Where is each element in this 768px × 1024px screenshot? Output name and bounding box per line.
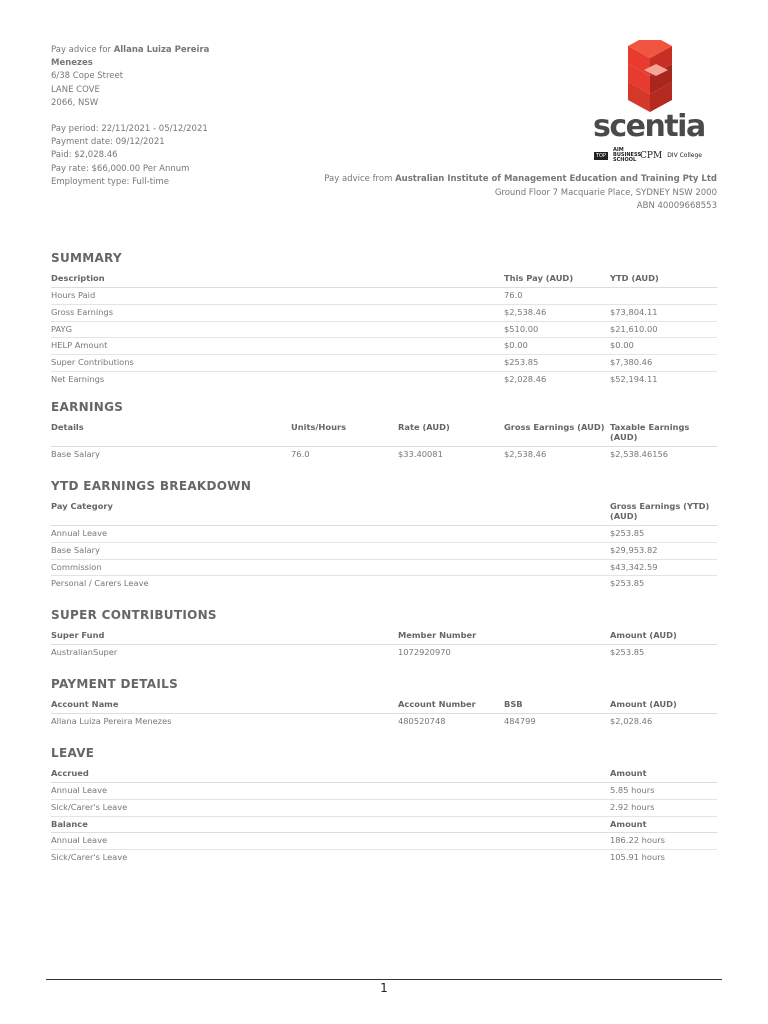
table-row bbox=[51, 833, 717, 850]
employer-name: Australian Institute of Management Education and Training Pty Ltd bbox=[395, 174, 717, 184]
cell: Hours Paid bbox=[51, 288, 504, 305]
payment-header-amount: Amount (AUD) bbox=[610, 699, 717, 714]
cell: Annual Leave bbox=[51, 783, 610, 800]
pay-rate: Pay rate: $66,000.00 Per Annum bbox=[51, 163, 190, 174]
table-row bbox=[51, 559, 717, 576]
table-row bbox=[51, 714, 717, 730]
employee-address-line1: 6/38 Cope Street bbox=[51, 71, 124, 82]
summary-header-this-pay: This Pay (AUD) bbox=[504, 273, 610, 288]
summary-header-ytd: YTD (AUD) bbox=[610, 273, 717, 288]
employer-advice-line bbox=[324, 173, 717, 187]
employee-address-line2: LANE COVE bbox=[51, 84, 100, 95]
leave-header-accrued-amount: Amount bbox=[610, 768, 717, 783]
leave-header-balance-amount: Amount bbox=[610, 816, 717, 833]
summary-header-description: Description bbox=[51, 273, 504, 288]
table-row bbox=[51, 288, 717, 305]
cell: $2,538.46 bbox=[504, 304, 610, 321]
earnings-table bbox=[51, 422, 717, 463]
payment-header-account-name: Account Name bbox=[51, 699, 398, 714]
super-header-member: Member Number bbox=[398, 630, 610, 645]
advice-from-label: Pay advice from bbox=[324, 174, 396, 184]
payment-table bbox=[51, 699, 717, 730]
employer-abn: ABN 40009668553 bbox=[636, 201, 717, 211]
cell: Personal / Carers Leave bbox=[51, 578, 149, 589]
cell: 480520748 bbox=[398, 716, 446, 726]
advice-for-label: Pay advice for bbox=[51, 45, 114, 55]
cell: $33.40081 bbox=[398, 449, 443, 459]
cell: $2,538.46 bbox=[504, 449, 547, 459]
cell: Base Salary bbox=[51, 449, 100, 459]
ytd-section bbox=[51, 479, 717, 592]
super-header-amount: Amount (AUD) bbox=[610, 630, 717, 645]
table-row bbox=[51, 576, 717, 592]
leave-balance-header-row bbox=[51, 816, 717, 833]
leave-header-balance: Balance bbox=[51, 816, 610, 833]
cell: 2.92 hours bbox=[610, 799, 717, 816]
payment-header-account-number: Account Number bbox=[398, 699, 504, 714]
table-row bbox=[51, 542, 717, 559]
leave-section bbox=[51, 746, 717, 866]
table-row bbox=[51, 645, 717, 661]
employee-details bbox=[51, 44, 241, 189]
employment-type: Employment type: Full-time bbox=[51, 176, 169, 187]
cell: $253.85 bbox=[610, 526, 717, 543]
cell: Commission bbox=[51, 559, 610, 576]
pay-period: Pay period: 22/11/2021 - 05/12/2021 bbox=[51, 124, 208, 135]
summary-title: SUMMARY bbox=[51, 251, 122, 265]
cell: Super Contributions bbox=[51, 355, 504, 372]
earnings-header-gross: Gross Earnings (AUD) bbox=[504, 422, 610, 447]
summary-section bbox=[51, 251, 717, 388]
payment-title: PAYMENT DETAILS bbox=[51, 677, 179, 691]
cell: 76.0 bbox=[291, 449, 310, 459]
cell: $0.00 bbox=[504, 338, 610, 355]
super-section bbox=[51, 608, 717, 661]
table-row bbox=[51, 355, 717, 372]
cell: PAYG bbox=[51, 321, 504, 338]
cell: Annual Leave bbox=[51, 526, 610, 543]
earnings-title: EARNINGS bbox=[51, 400, 124, 414]
cell: $0.00 bbox=[610, 338, 717, 355]
employee-name-line1: Allana Luiza Pereira bbox=[113, 45, 210, 55]
cell: $2,028.46 bbox=[610, 716, 653, 726]
summary-table bbox=[51, 273, 717, 388]
cell: Base Salary bbox=[51, 542, 610, 559]
table-row bbox=[51, 799, 717, 816]
cell: $29,953.82 bbox=[610, 542, 717, 559]
table-row bbox=[51, 850, 717, 866]
employer-address: Ground Floor 7 Macquarie Place, SYDNEY NSW 2000 bbox=[494, 187, 717, 198]
footer-divider bbox=[46, 979, 722, 980]
cell: $21,610.00 bbox=[610, 321, 717, 338]
ytd-title: YTD EARNINGS BREAKDOWN bbox=[51, 479, 252, 493]
paid-amount: Paid: $2,028.46 bbox=[51, 150, 118, 161]
table-row bbox=[51, 304, 717, 321]
subsidiary-aim: AIM BUSINESS SCHOOL bbox=[613, 147, 641, 163]
scentia-logo-icon bbox=[588, 40, 720, 164]
table-row bbox=[51, 783, 717, 800]
ytd-header-gross: Gross Earnings (YTD) (AUD) bbox=[610, 501, 717, 526]
cell: HELP Amount bbox=[51, 338, 504, 355]
cell: Net Earnings bbox=[51, 373, 105, 384]
cell: $52,194.11 bbox=[610, 373, 658, 384]
employee-advice-line bbox=[51, 44, 241, 57]
super-table bbox=[51, 630, 717, 661]
cell: $7,380.46 bbox=[610, 355, 717, 372]
cell: Annual Leave bbox=[51, 833, 610, 850]
cell: Sick/Carer's Leave bbox=[51, 852, 128, 863]
super-header-fund: Super Fund bbox=[51, 630, 398, 645]
cell: $253.85 bbox=[504, 355, 610, 372]
leave-title: LEAVE bbox=[51, 746, 95, 760]
cell: $510.00 bbox=[504, 321, 610, 338]
earnings-header-details: Details bbox=[51, 422, 291, 447]
subsidiary-cpm: CPM bbox=[640, 150, 663, 161]
cell: 5.85 hours bbox=[610, 783, 717, 800]
subsidiary-div: DIV College bbox=[667, 152, 702, 159]
cell: AustralianSuper bbox=[51, 647, 118, 657]
earnings-section bbox=[51, 400, 717, 463]
cell: $253.85 bbox=[610, 578, 645, 589]
cell: Sick/Carer's Leave bbox=[51, 799, 610, 816]
ytd-header-category: Pay Category bbox=[51, 501, 610, 526]
employee-name-line2: Menezes bbox=[51, 58, 93, 69]
cell: 105.91 hours bbox=[610, 852, 665, 863]
leave-table bbox=[51, 768, 717, 866]
payment-date: Payment date: 09/12/2021 bbox=[51, 137, 165, 148]
table-row bbox=[51, 526, 717, 543]
cell: $2,028.46 bbox=[504, 373, 547, 384]
cell: 1072920970 bbox=[398, 647, 451, 657]
earnings-header-rate: Rate (AUD) bbox=[398, 422, 504, 447]
super-title: SUPER CONTRIBUTIONS bbox=[51, 608, 217, 622]
employer-details bbox=[324, 173, 717, 214]
cell: 76.0 bbox=[504, 288, 610, 305]
ytd-table bbox=[51, 501, 717, 592]
table-row bbox=[51, 371, 717, 387]
brand-subsidiaries bbox=[594, 148, 702, 163]
table-row bbox=[51, 338, 717, 355]
scentia-wordmark: scentia bbox=[593, 109, 705, 144]
employee-address-line3: 2066, NSW bbox=[51, 97, 99, 108]
payment-section bbox=[51, 677, 717, 730]
table-row bbox=[51, 447, 717, 463]
leave-header-accrued: Accrued bbox=[51, 768, 610, 783]
page-number: 1 bbox=[380, 981, 388, 995]
cell: $253.85 bbox=[610, 647, 645, 657]
cell: $2,538.46156 bbox=[610, 449, 669, 459]
subsidiary-top: TOP bbox=[596, 152, 607, 159]
cell: Allana Luiza Pereira Menezes bbox=[51, 716, 172, 726]
cell: $73,804.11 bbox=[610, 304, 717, 321]
cell bbox=[610, 288, 717, 305]
payment-header-bsb: BSB bbox=[504, 699, 610, 714]
cell: Gross Earnings bbox=[51, 304, 504, 321]
cell: 186.22 hours bbox=[610, 833, 717, 850]
table-row bbox=[51, 321, 717, 338]
earnings-header-taxable: Taxable Earnings (AUD) bbox=[610, 422, 717, 447]
cell: 484799 bbox=[504, 716, 536, 726]
cell: $43,342.59 bbox=[610, 559, 717, 576]
earnings-header-units: Units/Hours bbox=[291, 422, 398, 447]
